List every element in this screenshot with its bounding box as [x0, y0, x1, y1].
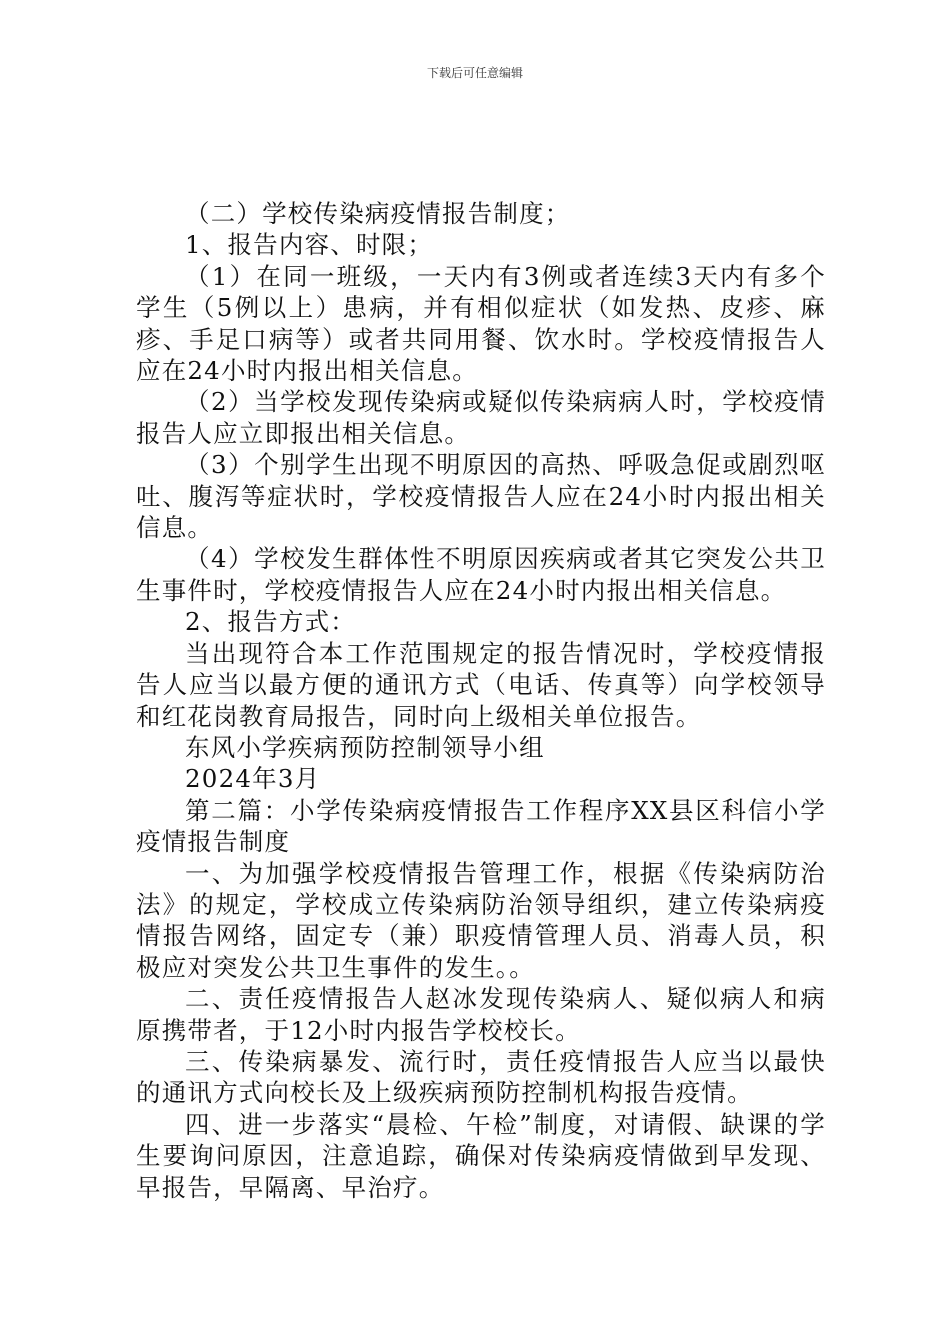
paragraph-date: 2024年3月	[185, 764, 321, 794]
paragraph-report-content-heading: 1、报告内容、时限；	[185, 230, 434, 260]
paragraph-rule-4: 四、进一步落实“晨检、午检”制度，对请假、缺课的学生要询问原因，注意追踪，确保对传染病疫情做到早发现、早报告，早隔离、早治疗。	[136, 1109, 826, 1202]
paragraph-item-3: （3）个别学生出现不明原因的高热、呼吸急促或剧烈呕吐、腹泻等症状时，学校疫情报告人应在24小时内报出相关信息。	[136, 450, 826, 543]
paragraph-report-method: 当出现符合本工作范围规定的报告情况时，学校疫情报告人应当以最方便的通讯方式（电话、传真等）向学校领导和红花岗教育局报告，同时向上级相关单位报告。	[136, 638, 826, 731]
document-body	[136, 198, 826, 1203]
paragraph-item-1: （1）在同一班级，一天内有3例或者连续3天内有多个学生（5例以上）患病，并有相似症状（如发热、皮疹、麻疹、手足口病等）或者共同用餐、饮水时。学校疫情报告人应在24小时内报出相关信息。	[136, 261, 826, 386]
paragraph-report-method-heading: 2、报告方式：	[185, 607, 356, 637]
paragraph-rule-3: 三、传染病暴发、流行时，责任疫情报告人应当以最快的通讯方式向校长及上级疾病预防控制机构报告疫情。	[136, 1046, 826, 1108]
paragraph-second-article-title: 第二篇：小学传染病疫情报告工作程序XX县区科信小学疫情报告制度	[136, 795, 826, 857]
paragraph-section-heading: （二）学校传染病疫情报告制度；	[185, 199, 571, 228]
page-header-note: 下载后可任意编辑	[426, 66, 523, 80]
paragraph-rule-1: 一、为加强学校疫情报告管理工作，根据《传染病防治法》的规定，学校成立传染病防治领导组织，建立传染病疫情报告网络，固定专（兼）职疫情管理人员、消毒人员，积极应对突发公共卫生事件的发生。。	[136, 858, 826, 982]
paragraph-item-4: （4）学校发生群体性不明原因疾病或者其它突发公共卫生事件时，学校疫情报告人应在24小时内报出相关信息。	[136, 544, 826, 605]
paragraph-signature-group: 东风小学疾病预防控制领导小组	[185, 732, 545, 762]
paragraph-item-2: （2）当学校发现传染病或疑似传染病病人时，学校疫情报告人应立即报出相关信息。	[136, 387, 826, 448]
paragraph-rule-2: 二、责任疫情报告人赵冰发现传染病人、疑似病人和病原携带者，于12小时内报告学校校长。	[136, 984, 826, 1045]
